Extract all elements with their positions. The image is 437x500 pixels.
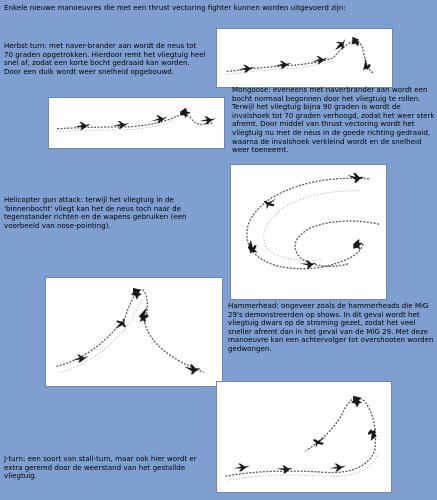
mongoose-diagram [48, 97, 225, 149]
helicopter-gun-attack-text: Helicopter gun attack: terwijl het vliegtuig in de 'binnenbocht' vliegt kan het de neus toch naar de tegenstander richten en de wapens gebruiken (een voorbeeld van nose-pointing). [4, 195, 187, 230]
j-turn-text: J-turn: een soort van stall-turn, maar ook hier wordt er extra geremd door de weerstand van het gestallde vliegtuig. [4, 454, 197, 481]
jet-icon [74, 122, 90, 130]
jet-icon [330, 464, 347, 472]
intro-text: Enkele nieuwe manoeuvres die met een thrust vectoring fighter kunnen worden uitgevoerd zijn: [4, 3, 346, 12]
jet-icon [313, 437, 326, 448]
j-turn-diagram [216, 381, 392, 493]
jet-icon [115, 318, 126, 329]
herbst-turn-text: Herbst turn: met naver-brander aan wordt de neus tot 70 graden opgetrokken. Hierdoor remt het vliegtuig heel snel af, zodat een korte bocht gedraaid kan worden. Door een duik wordt weer snelheid opgebouwd. [4, 41, 206, 76]
jet-icon [351, 396, 362, 408]
jet-icon [199, 116, 215, 124]
jet-icon [335, 39, 346, 51]
jet-icon [113, 121, 129, 129]
helicopter-gun-attack-diagram [230, 164, 387, 300]
jet-icon [275, 61, 291, 69]
jet-icon [248, 240, 258, 254]
jet-icon [180, 108, 191, 119]
jet-icon [151, 115, 167, 123]
jet-icon [233, 464, 250, 472]
hammerhead-text: Hammerhead: ongeveer zoals de hammerheads die MiG 29's demonstreerden op shows. In dit geval wordt het vliegtuig dwars op de stroming gezet, zodat het veel sneller afremt dan in het geval van de MiG 29. Met deze manoeuvre kan een achtervolger tot overshooten worden gedwongen. [228, 301, 434, 353]
mongoose-text: Mongoose: eveneens met naverbrander aan wordt een bocht normaal begonnen door het vliegtuig te rollen. Terwijl het vliegtuig bijna 90 graden is wordt de invalshoek tot 70 graden verhoogd, zodat het weer sterk afremt. Door middel van thrust vectoring wordt het vliegtuig nu met de neus in de goede richting gedraaid, waarna de invalshoek verkleind wordt en de snelheid weer toeneemt. [232, 85, 435, 155]
jet-icon [264, 199, 277, 210]
jet-icon [300, 261, 317, 269]
jet-icon [277, 465, 294, 473]
hammerhead-diagram [45, 277, 223, 387]
herbst-turn-diagram [216, 28, 393, 88]
jet-icon [184, 364, 201, 374]
jet-icon [72, 355, 89, 363]
